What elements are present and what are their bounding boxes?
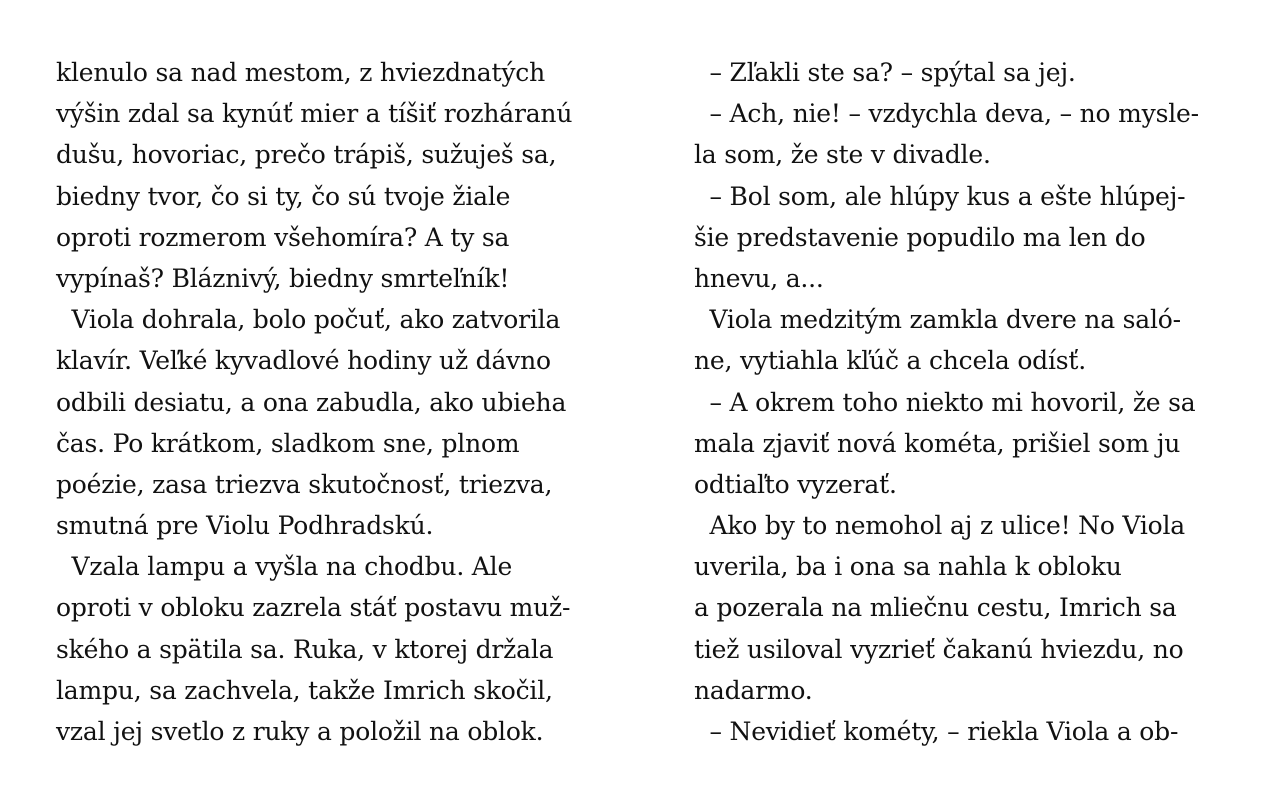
text-line: dušu, hovoriac, prečo trápiš, sužuješ sa, (56, 140, 557, 170)
text-line: Vzala lampu a vyšla na chodbu. Ale (56, 552, 513, 582)
text-line: oproti rozmerom všehomíra? A ty sa (56, 222, 510, 252)
text-line: – Ach, nie! – vzdychla deva, – no mysle- (694, 99, 1199, 129)
text-line: klavír. Veľké kyvadlové hodiny už dávno (56, 346, 551, 376)
text-line: uverila, ba i ona sa nahla k obloku (694, 552, 1122, 582)
text-line: oproti v obloku zazrela stáť postavu muž- (56, 593, 571, 623)
text-line: čas. Po krátkom, sladkom sne, plnom (56, 428, 520, 458)
text-line: Viola dohrala, bolo počuť, ako zatvorila (56, 305, 561, 335)
text-line: výšin zdal sa kynúť mier a tíšiť rozháranú (56, 99, 573, 129)
text-line: Ako by to nemohol aj z ulice! No Viola (694, 511, 1185, 541)
text-line: – Nevidieť kométy, – riekla Viola a ob- (694, 717, 1179, 746)
text-line: šie predstavenie popudilo ma len do (694, 222, 1146, 252)
text-line: – Zľakli ste sa? – spýtal sa jej. (694, 58, 1076, 87)
text-line: – A okrem toho niekto mi hovoril, že sa (694, 387, 1196, 417)
text-line: lampu, sa zachvela, takže Imrich skočil, (56, 675, 553, 705)
text-line: mala zjaviť nová kométa, prišiel som ju (694, 428, 1181, 458)
text-line: vzal jej svetlo z ruky a položil na oblok. (56, 717, 544, 746)
text-line: klenulo sa nad mestom, z hviezdnatých (56, 58, 545, 87)
text-line: Viola medzitým zamkla dvere na saló- (694, 305, 1181, 335)
left-text-column (56, 52, 616, 752)
text-line: la som, že ste v divadle. (694, 140, 991, 170)
text-line: ne, vytiahla kľúč a chcela odísť. (694, 346, 1086, 376)
text-line: odtiaľto vyzerať. (694, 469, 897, 499)
text-line: ského a spätila sa. Ruka, v ktorej držala (56, 634, 554, 664)
text-line: poézie, zasa triezva skutočnosť, triezva, (56, 469, 553, 499)
text-line: tiež usiloval vyzrieť čakanú hviezdu, no (694, 634, 1184, 664)
text-line: hnevu, a... (694, 263, 824, 293)
text-line: vypínaš? Bláznivý, biedny smrteľník! (56, 263, 510, 293)
text-line: odbili desiatu, a ona zabudla, ako ubieha (56, 387, 567, 417)
text-line: biedny tvor, čo si ty, čo sú tvoje žiale (56, 181, 511, 211)
text-line: nadarmo. (694, 675, 813, 705)
text-line: – Bol som, ale hlúpy kus a ešte hlúpej- (694, 181, 1186, 211)
right-text-column (694, 52, 1254, 752)
text-line: a pozerala na mliečnu cestu, Imrich sa (694, 593, 1177, 623)
text-line: smutná pre Violu Podhradskú. (56, 511, 434, 541)
